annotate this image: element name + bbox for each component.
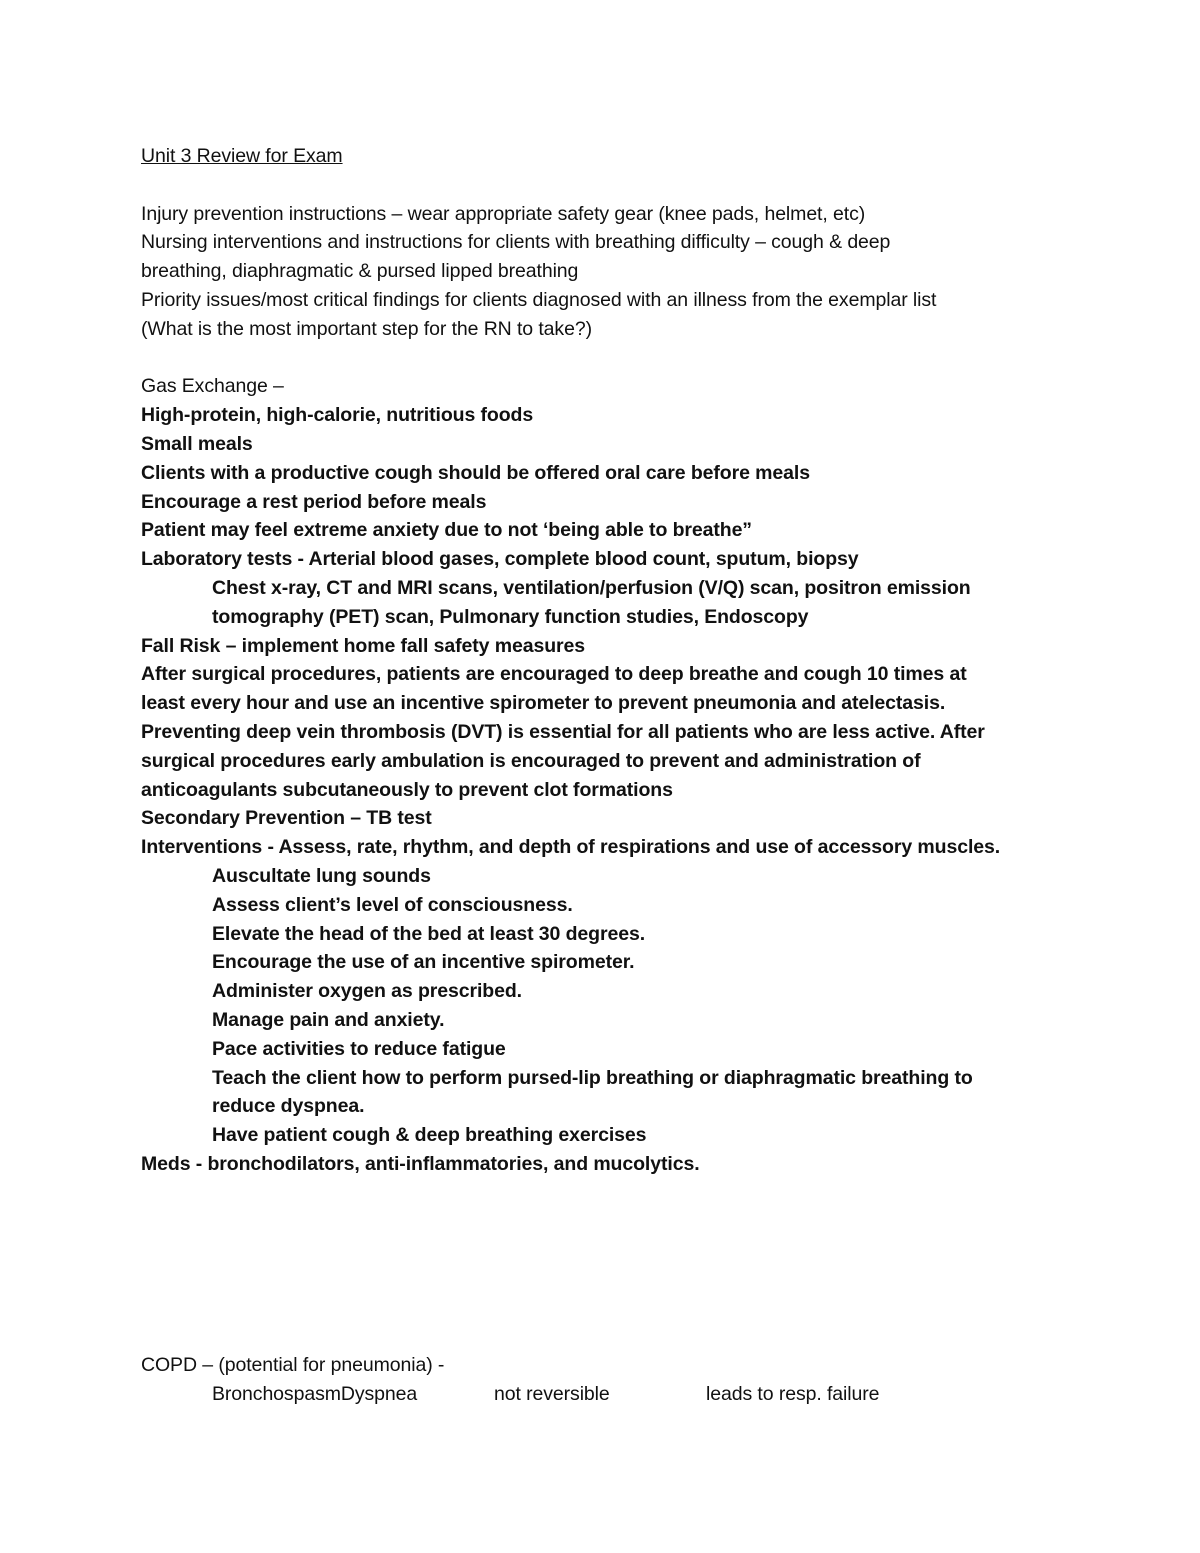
gas-exchange-line: Patient may feel extreme anxiety due to not ‘being able to breathe” (141, 519, 752, 542)
document-title: Unit 3 Review for Exam (141, 145, 343, 167)
copd-col: not reversible (494, 1383, 610, 1406)
intro-line: Nursing interventions and instructions for clients with breathing difficulty – cough & deep (141, 231, 891, 254)
gas-exchange-line: Interventions - Assess, rate, rhythm, and depth of respirations and use of accessory muscles. (141, 836, 1001, 859)
gas-exchange-line: High-protein, high-calorie, nutritious foods (141, 404, 534, 427)
intro-line: Priority issues/most critical findings for clients diagnosed with an illness from the exemplar list (141, 288, 937, 311)
spacer (141, 1179, 1081, 1352)
intervention-item: Teach the client how to perform pursed-lip breathing or diaphragmatic breathing to (212, 1066, 973, 1089)
gas-exchange-line: After surgical procedures, patients are encouraged to deep breathe and cough 10 times at (141, 663, 967, 686)
spacer (141, 344, 1081, 373)
lab-tests-line: Chest x-ray, CT and MRI scans, ventilation/perfusion (V/Q) scan, positron emission (212, 576, 971, 599)
copd-col: leads to resp. failure (706, 1383, 880, 1406)
gas-exchange-line: Fall Risk – implement home fall safety measures (141, 634, 585, 657)
intervention-item: Manage pain and anxiety. (212, 1008, 445, 1031)
intervention-item: Auscultate lung sounds (212, 864, 431, 887)
gas-exchange-line: Secondary Prevention – TB test (141, 807, 432, 830)
intro-line: breathing, diaphragmatic & pursed lipped breathing (141, 260, 579, 283)
gas-exchange-line: Clients with a productive cough should be offered oral care before meals (141, 461, 810, 484)
meds-line: Meds - bronchodilators, anti-inflammatories, and mucolytics. (141, 1152, 700, 1175)
document-body (141, 142, 1081, 1409)
copd-heading: COPD – (potential for pneumonia) - (141, 1354, 445, 1377)
intervention-item: Administer oxygen as prescribed. (212, 980, 522, 1003)
gas-exchange-line: Small meals (141, 432, 253, 455)
gas-exchange-line: anticoagulants subcutaneously to prevent clot formations (141, 778, 673, 801)
gas-exchange-line: least every hour and use an incentive spirometer to prevent pneumonia and atelectasis. (141, 692, 946, 715)
intervention-item: Assess client’s level of consciousness. (212, 893, 573, 916)
gas-exchange-line: Laboratory tests - Arterial blood gases, complete blood count, sputum, biopsy (141, 548, 859, 571)
gas-exchange-section (141, 401, 1081, 1179)
intro-line: Injury prevention instructions – wear appropriate safety gear (knee pads, helmet, etc) (141, 202, 866, 225)
copd-row (141, 1380, 1081, 1409)
gas-exchange-line: surgical procedures early ambulation is encouraged to prevent and administration of (141, 749, 921, 772)
gas-exchange-line: Preventing deep vein thrombosis (DVT) is essential for all patients who are less active. After (141, 720, 985, 743)
gas-exchange-heading: Gas Exchange – (141, 375, 284, 398)
intervention-item: Have patient cough & deep breathing exercises (212, 1124, 647, 1147)
lab-tests-line: tomography (PET) scan, Pulmonary function studies, Endoscopy (212, 605, 809, 628)
gas-exchange-line: Encourage a rest period before meals (141, 490, 487, 513)
intervention-item: Elevate the head of the bed at least 30 degrees. (212, 922, 646, 945)
spacer (141, 171, 1081, 200)
intro-section (141, 200, 1081, 344)
intervention-item: Pace activities to reduce fatigue (212, 1037, 506, 1060)
copd-col: BronchospasmDyspnea (212, 1383, 418, 1406)
intervention-item: Encourage the use of an incentive spirometer. (212, 951, 635, 974)
intervention-item: reduce dyspnea. (212, 1095, 365, 1118)
intro-line: (What is the most important step for the RN to take?) (141, 317, 592, 340)
